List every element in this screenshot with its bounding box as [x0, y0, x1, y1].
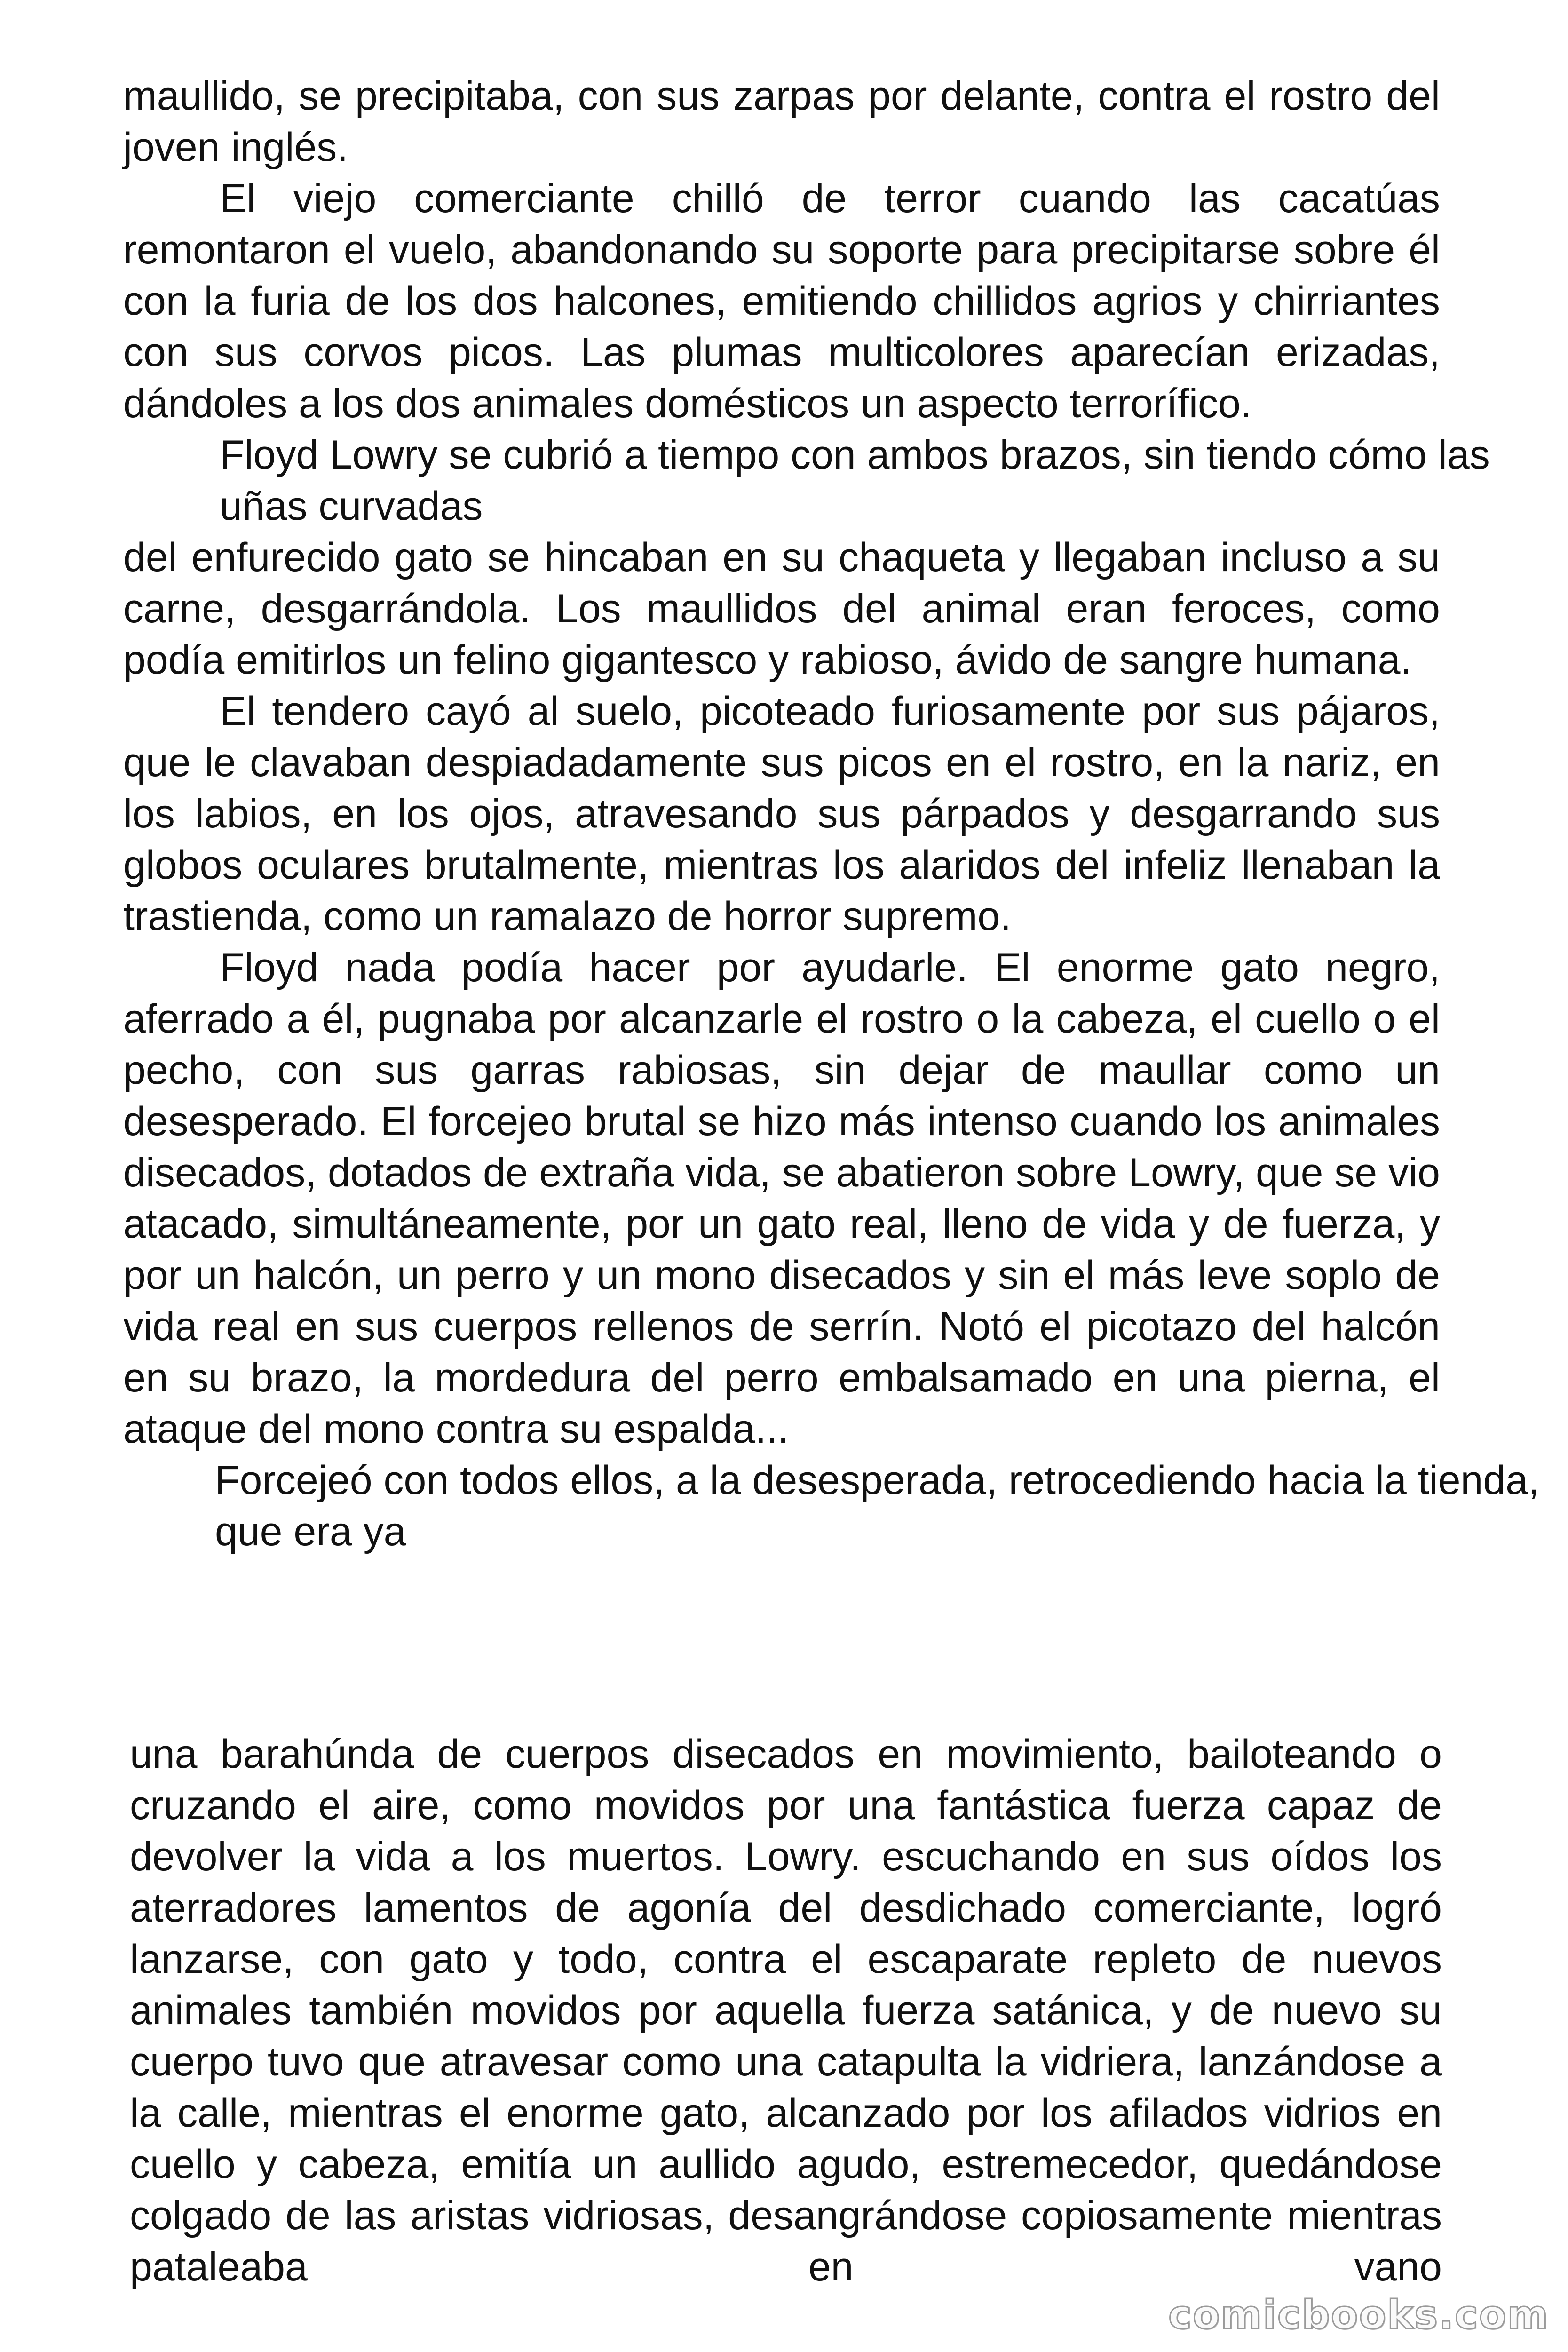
paragraph-6-start: Forcejeó con todos ellos, a la desesperada, retrocediendo hacia la tienda, que era ya: [215, 1458, 1539, 1554]
paragraph-3-cont: del enfurecido gato se hincaban en su chaqueta y llegaban incluso a su carne, desgarrándola. Los maullidos del animal eran feroces, como podía emitirlos un felino gigantesco y rabioso, ávido de sangre humana.: [123, 535, 1440, 683]
paragraph-6-cont: una barahúnda de cuerpos disecados en movimiento, bailoteando o cruzando el aire, como movidos por una fantástica fuerza capaz de devolver la vida a los muertos. Lowry. escuchando en sus oídos los aterradores lamentos de agonía del desdichado comerciante, logró lanzarse, con gato y todo, contra el escaparate repleto de nuevos animales también movidos por aquella fuerza satánica, y de nuevo su cuerpo tuvo que atravesar como una catapulta la vidriera, lanzándose a la calle, mientras el enorme gato, alcanzado por los afilados vidrios en cuello y cabeza, emitía un aullido agudo, estremecedor, quedándose colgado de las aristas vidriosas, desangrándose copiosamente mientras pataleaba en vano: [130, 1732, 1442, 2289]
paragraph-1: maullido, se precipitaba, con sus zarpas por delante, contra el rostro del joven inglés.: [123, 73, 1440, 170]
text-block-top: [123, 71, 1539, 1557]
paragraph-5: Floyd nada podía hacer por ayudarle. El enorme gato negro, aferrado a él, pugnaba por alcanzarle el rostro o la cabeza, el cuello o el pecho, con sus garras rabiosas, sin dejar de maullar como un desesperado. El forcejeo brutal se hizo más intenso cuando los animales disecados, dotados de extraña vida, se abatieron sobre Lowry, que se vio atacado, simultáneamente, por un gato real, lleno de vida y de fuerza, y por un halcón, un perro y un mono disecados y sin el más leve soplo de vida real en sus cuerpos rellenos de serrín. Notó el picotazo del halcón en su brazo, la mordedura del perro embalsamado en una pierna, el ataque del mono contra su espalda...: [123, 945, 1440, 1452]
watermark-logo: comicbooks.com: [1168, 2292, 1549, 2338]
text-block-bottom: [130, 1729, 1442, 2293]
paragraph-2: El viejo comerciante chilló de terror cuando las cacatúas remontaron el vuelo, abandonando su soporte para precipitarse sobre él con la furia de los dos halcones, emitiendo chillidos agrios y chirriantes con sus corvos picos. Las plumas multicolores aparecían erizadas, dándoles a los dos animales domésticos un aspecto terrorífico.: [123, 176, 1440, 426]
paragraph-4: El tendero cayó al suelo, picoteado furiosamente por sus pájaros, que le clavaban despiadadamente sus picos en el rostro, en la nariz, en los labios, en los ojos, atravesando sus párpados y desgarrando sus globos oculares brutalmente, mientras los alaridos del infeliz llenaban la trastienda, como un ramalazo de horror supremo.: [123, 689, 1440, 939]
paragraph-3-start: Floyd Lowry se cubrió a tiempo con ambos brazos, sin tiendo cómo las uñas curvadas: [220, 432, 1490, 529]
